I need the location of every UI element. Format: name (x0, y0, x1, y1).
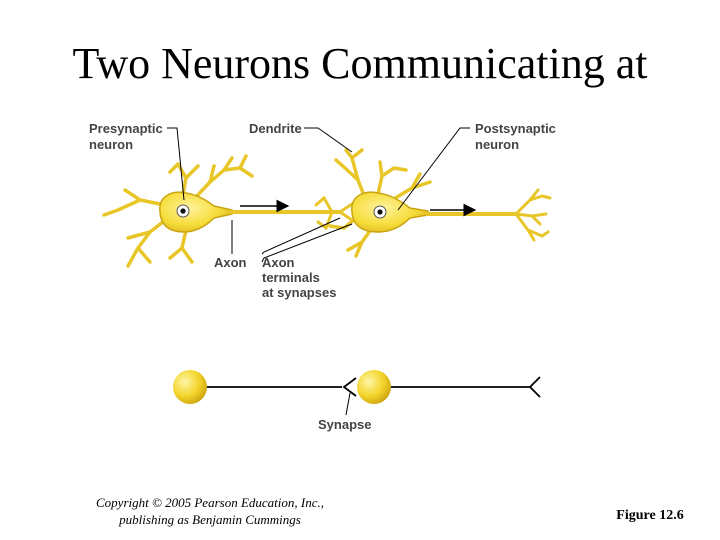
label-postsynaptic-neuron: neuron (475, 137, 520, 152)
copyright-line-1: Copyright © 2005 Pearson Education, Inc., (96, 495, 324, 510)
label-axon: Axon (214, 255, 247, 270)
label-terminals-1: Axon (262, 255, 295, 270)
figure-number: Figure 12.6 (616, 508, 684, 523)
label-terminals-2: terminals (262, 270, 320, 285)
slide-title: Two Neurons Communicating at (72, 39, 648, 88)
label-terminals-3: at synapses (262, 285, 337, 300)
label-dendrite: Dendrite (249, 121, 302, 136)
label-presynaptic-neuron: neuron (89, 137, 134, 152)
label-postsynaptic: Postsynaptic (475, 121, 556, 136)
postsynaptic-neuron (330, 150, 550, 256)
leader-lines (167, 128, 470, 262)
schematic-neuron-1 (173, 370, 207, 404)
copyright-notice (60, 494, 360, 528)
presynaptic-neuron (104, 156, 252, 266)
label-presynaptic: Presynaptic (89, 121, 163, 136)
copyright-line-2: publishing as Benjamin Cummings (119, 512, 301, 527)
schematic-neuron-2 (357, 370, 391, 404)
label-synapse: Synapse (318, 417, 372, 432)
schematic-neurons (173, 370, 540, 415)
